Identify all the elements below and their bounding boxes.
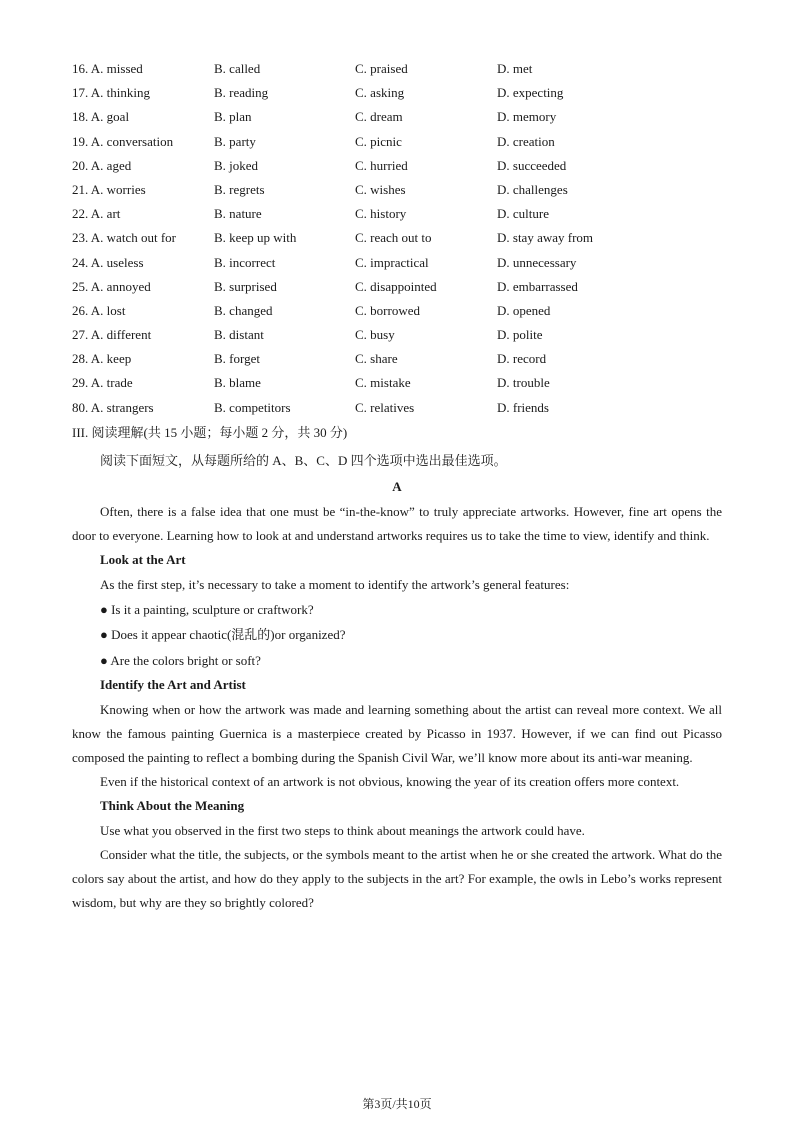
option-a: 16. A. missed [72,61,143,76]
reading-passage [72,500,722,915]
option-row-27 [72,326,752,350]
option-row-28 [72,350,752,374]
option-row-80 [72,399,752,423]
option-b: B. called [214,61,261,76]
paragraph-consider: Consider what the title, the subjects, or the symbols meant to the artist when he or she created the artwork. What do the colors say about the artist, and how do they apply to the subjects in the art? For example, the owls in Lebo’s works represent wisdom, but why are they so brightly colored? [72,846,722,911]
subheading-identify: Identify the Art and Artist [100,677,246,693]
option-b: B. distant [214,327,264,343]
option-c: C. share [355,351,398,367]
option-b: B. plan [214,109,252,125]
option-d: D. stay away from [497,230,594,246]
option-b: B. surprised [214,278,277,294]
passage-letter: A [392,479,402,494]
option-c: C. dream [355,109,403,125]
section-instruction: 阅读下面短文，从每题所给的 A、B、C、D 四个选项中选出最佳选项。 [100,453,507,468]
option-c: C. reach out to [355,230,432,246]
answer-options-table [72,60,752,423]
option-a: 18. A. goal [72,109,130,125]
paragraph-observe: Use what you observed in the first two steps to think about meanings the artwork could have. [100,822,585,838]
option-c: C. picnic [355,133,402,149]
option-b: B. blame [214,375,261,391]
option-c: C. busy [355,327,395,343]
paragraph-year: Even if the historical context of an artwork is not obvious, knowing the year of its creation offers more context. [100,774,680,790]
option-d: D. culture [497,206,549,222]
option-d: D. memory [497,109,557,125]
option-b: B. nature [214,206,262,222]
option-b: B. party [214,133,256,149]
option-b: B. forget [214,351,260,367]
option-a: 26. A. lost [72,302,126,318]
option-c: C. borrowed [355,302,420,318]
option-b: B. keep up with [214,230,297,246]
option-d: D. trouble [497,375,550,391]
paragraph-intro: Often, there is a false idea that one must be “in-the-know” to truly appreciate artworks. However, fine art opens the door to everyone. Learning how to look at and understand artworks requires us to take the time to view, identify and think. [72,504,722,544]
option-row-29 [72,374,752,398]
option-a: 27. A. different [72,327,152,343]
option-row-17 [72,84,752,108]
option-a: 22. A. art [72,206,121,222]
paragraph-first-step: As the first step, it’s necessary to take a moment to identify the artwork’s general features: [100,576,570,592]
paragraph-context: Knowing when or how the artwork was made and learning something about the artist can reveal more context. We all know the famous painting Guernica is a masterpiece created by Picasso in 1937. However, if we can find out Picasso composed the painting to reflect a bombing during the Spanish Civil War, we’ll know more about its anti-war meaning. [72,701,722,765]
option-d: D. polite [497,327,543,343]
option-b: B. changed [214,302,273,318]
option-a: 23. A. watch out for [72,230,176,246]
option-a: 24. A. useless [72,254,144,270]
option-a: 20. A. aged [72,157,132,173]
option-a: 25. A. annoyed [72,278,151,294]
bullet-item: ● Does it appear chaotic(混乱的)or organized? [100,627,346,643]
subheading-look: Look at the Art [100,552,186,568]
option-b: B. incorrect [214,254,276,270]
option-d: D. embarrassed [497,278,578,294]
option-d: D. opened [497,302,551,318]
bullet-item: ● Are the colors bright or soft? [100,652,261,668]
option-b: B. reading [214,85,269,101]
option-c: C. impractical [355,254,429,270]
option-c: C. asking [355,85,405,101]
option-d: D. met [497,61,533,76]
bullet-item: ● Is it a painting, sculpture or craftwork? [100,601,314,617]
option-b: B. joked [214,157,259,173]
option-a: 80. A. strangers [72,399,154,415]
option-c: C. hurried [355,157,408,173]
option-row-26 [72,302,752,326]
option-d: D. friends [497,399,549,415]
option-a: 28. A. keep [72,351,132,367]
option-c: C. mistake [355,375,411,391]
option-row-25 [72,278,752,302]
option-a: 29. A. trade [72,375,133,391]
option-row-20 [72,157,752,181]
option-b: B. competitors [214,399,291,415]
option-row-19 [72,133,752,157]
option-d: D. creation [497,133,555,149]
option-row-23 [72,229,752,253]
option-a: 21. A. worries [72,181,146,197]
option-row-21 [72,181,752,205]
option-a: 19. A. conversation [72,133,174,149]
option-c: C. history [355,206,407,222]
option-row-22 [72,205,752,229]
section-heading: III. 阅读理解(共 15 小题；每小题 2 分，共 30 分) [72,425,348,440]
page-number: 第3页/共10页 [362,1097,432,1111]
option-d: D. unnecessary [497,254,577,270]
subheading-meaning: Think About the Meaning [100,798,245,814]
option-c: C. praised [355,61,408,76]
option-c: C. relatives [355,399,415,415]
option-row-16 [72,60,752,84]
option-row-18 [72,108,752,132]
option-c: C. disappointed [355,278,437,294]
option-row-24 [72,254,752,278]
option-d: D. succeeded [497,157,567,173]
option-d: D. record [497,351,547,367]
option-a: 17. A. thinking [72,85,151,101]
option-d: D. challenges [497,181,568,197]
option-d: D. expecting [497,85,564,101]
option-c: C. wishes [355,181,406,197]
option-b: B. regrets [214,181,265,197]
